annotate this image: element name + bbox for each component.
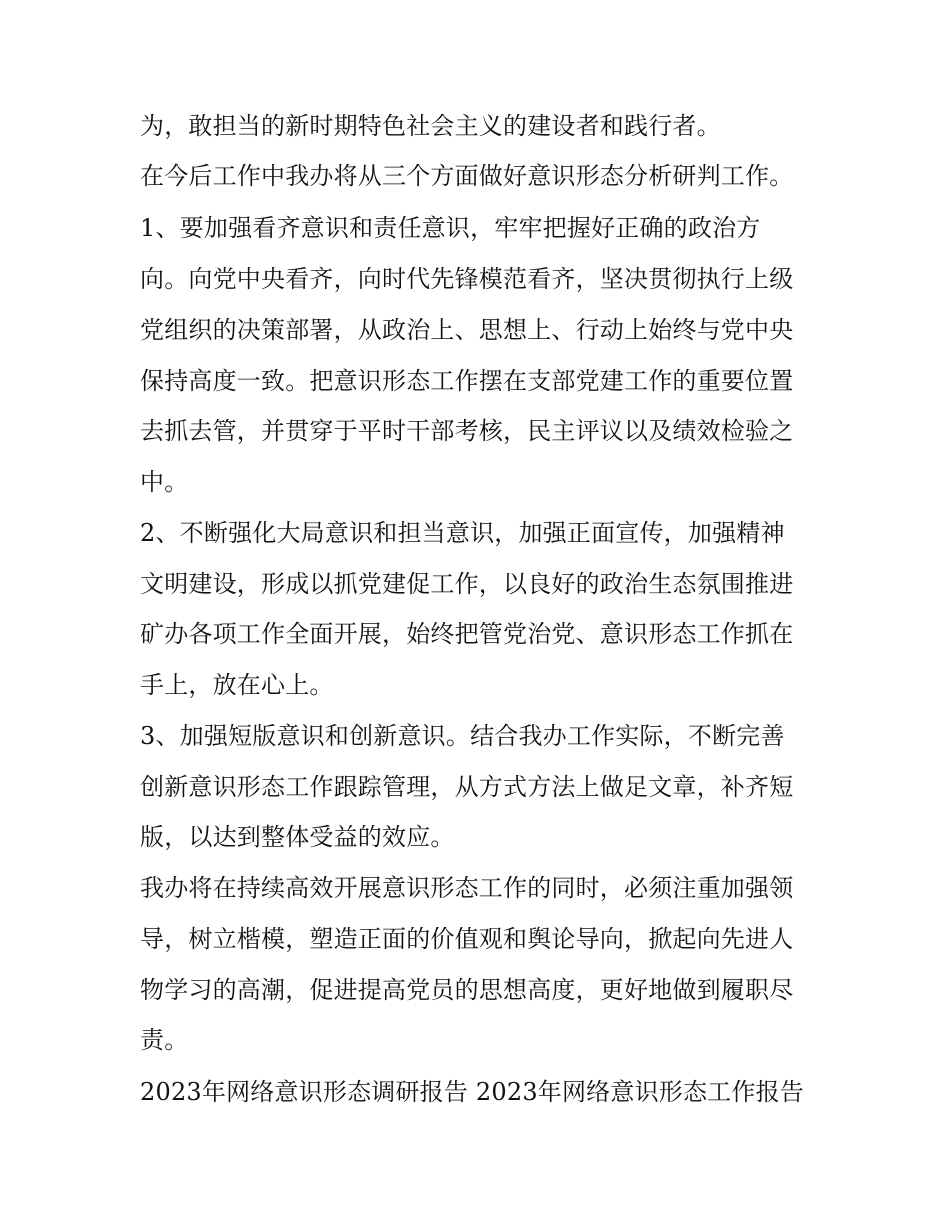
text-line: 手上，放在心上。: [140, 671, 334, 699]
text-line: 我办将在持续高效开展意识形态工作的同时，必须注重加强领: [140, 874, 794, 902]
text-line: 导，树立楷模，塑造正面的价值观和舆论导向，掀起向先进人: [140, 925, 794, 953]
text-line: 版，以达到整体受益的效应。: [140, 823, 455, 851]
text-line: 2、不断强化大局意识和担当意识，加强正面宣传，加强精神: [140, 519, 785, 547]
text-line: 党组织的决策部署，从政治上、思想上、行动上始终与党中央: [140, 316, 794, 344]
text-line: 物学习的高潮，促进提高党员的思想高度，更好地做到履职尽: [140, 976, 794, 1004]
text-line: 责。: [140, 1026, 189, 1054]
text-line: 保持高度一致。把意识形态工作摆在支部党建工作的重要位置: [140, 367, 794, 395]
text-line: 3、加强短版意识和创新意识。结合我办工作实际，不断完善: [140, 722, 785, 750]
text-line: 去抓去管，并贯穿于平时干部考核，民主评议以及绩效检验之: [140, 417, 794, 445]
text-line: 2023年网络意识形态调研报告 2023年网络意识形态工作报告: [140, 1078, 804, 1106]
text-line: 为，敢担当的新时期特色社会主义的建设者和践行者。: [140, 112, 721, 140]
text-line: 创新意识形态工作跟踪管理，从方式方法上做足文章，补齐短: [140, 773, 794, 801]
text-line: 向。向党中央看齐，向时代先锋模范看齐，坚决贯彻执行上级: [140, 265, 794, 293]
text-line: 文明建设，形成以抓党建促工作，以良好的政治生态氛围推进: [140, 570, 794, 598]
text-line: 矿办各项工作全面开展，始终把管党治党、意识形态工作抓在: [140, 620, 794, 648]
text-line: 在今后工作中我办将从三个方面做好意识形态分析研判工作。: [140, 162, 794, 190]
text-line: 中。: [140, 468, 189, 496]
text-line: 1、要加强看齐意识和责任意识，牢牢把握好正确的政治方: [140, 214, 761, 242]
